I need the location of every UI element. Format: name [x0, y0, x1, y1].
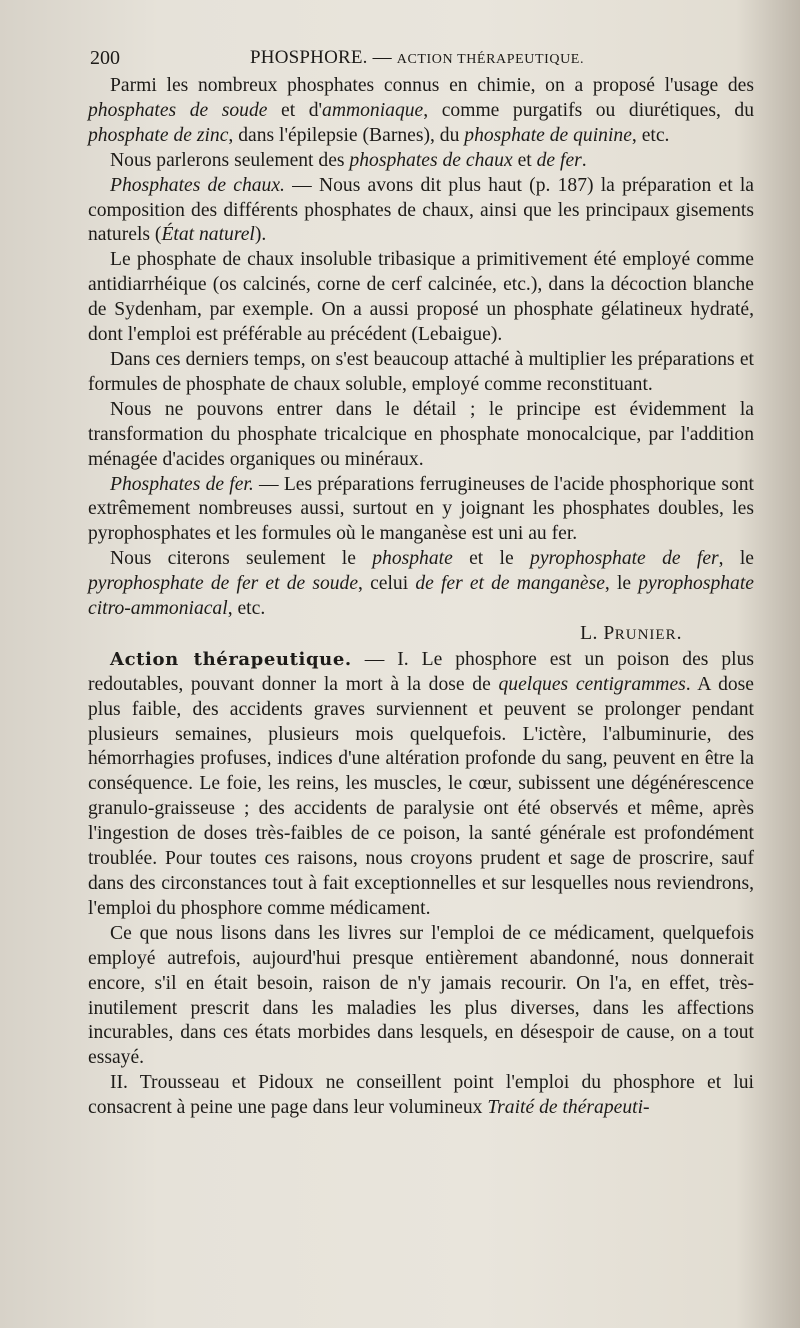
paragraph-tribasique: Le phosphate de chaux insoluble tribasique a primitivement été employé comme antidiarrhéique (os calcinés, corne de cerf calcinée, etc.), dans la décoction blanche de Sydenham, par exemple. On a aussi proposé un phosphate gélatineux hydraté, dont l'emploi est préférable au précédent (Lebaigue).: [88, 249, 754, 346]
running-title-main: PHOSPHORE.: [250, 47, 368, 68]
text: Nous citerons seulement le: [110, 548, 373, 570]
text-italic: quelques centigrammes: [498, 673, 686, 695]
text-italic: État naturel: [161, 224, 255, 246]
text: , comme purgatifs ou diurétiques, du: [423, 99, 754, 121]
text: , etc.: [227, 598, 266, 620]
text: — Nous avons dit plus haut (p. 187) la préparation et la composition des différents phosphates de chaux, ainsi que les principaux gisements naturels (: [88, 174, 754, 246]
author-signature: [88, 622, 754, 648]
paragraph-trousseau: [88, 1071, 754, 1121]
text-italic: Traité de thérapeuti-: [487, 1097, 650, 1119]
text: ).: [254, 224, 267, 246]
paragraph-phosphates-fer: [88, 473, 754, 548]
text: — Les préparations ferrugineuses de l'acide phosphorique sont extrêmement nombreuses aussi, surtout en y joignant les phosphates doubles, les pyrophosphates et les formules où le manganèse est uni au fer.: [88, 473, 754, 545]
text-italic: phosphate: [372, 548, 453, 570]
text-italic: de fer: [536, 149, 582, 171]
text: , dans l'épilepsie (Barnes), du: [228, 124, 465, 146]
text: et d': [267, 99, 323, 121]
text-italic: pyrophosphate citro-ammoniacal: [88, 573, 754, 620]
text: Parmi les nombreux phosphates connus en chimie, on a proposé l'usage des: [110, 75, 754, 96]
text: — I. Le phosphore est un poison des plus redoutables, pouvant donner la mort à la dose de: [88, 648, 754, 695]
page-text: [88, 44, 754, 1121]
paragraph-action-therapeutique: [88, 648, 754, 922]
paragraph-phosphates-intro: [88, 74, 754, 149]
paragraph-derniers-temps: Dans ces derniers temps, on s'est beaucoup attaché à multiplier les préparations et formules de phosphate de chaux soluble, employé comme reconstituant.: [88, 348, 754, 395]
subsection-title: Phosphates de fer.: [110, 473, 254, 495]
running-title-dash: —: [372, 47, 392, 68]
text-italic: de fer et de manganèse: [415, 573, 605, 595]
subsection-title: Phosphates de chaux.: [110, 174, 285, 196]
paragraph-citerons: [88, 547, 754, 622]
text: II. Trousseau et Pidoux ne conseillent point l'emploi du phosphore et lui consacrent à peine une page dans leur volumineux: [88, 1072, 754, 1119]
text: . A dose plus faible, des accidents graves surviennent et peuvent se prolonger pendant plusieurs semaines, plusieurs mois quelquefois. L'ictère, l'albuminurie, des hémorrhagies profuses, indices d'une altération profonde du sang, peuvent en être la conséquence. Le foie, les reins, les muscles, le cœur, subissent une dégénérescence granulo-graisseuse ; des accidents de paralysie ont été observés et même, après l'ingestion de doses très-faibles de ce poison, la santé générale est profondément troublée. Pour toutes ces raisons, nous croyons prudent et sage de proscrire, sauf dans des circonstances tout à fait exceptionnelles et sur lesquelles nous reviendrons, l'emploi du phosphore comme médicament.: [88, 673, 754, 919]
signature-end: .: [676, 622, 682, 644]
paragraph-principe: Nous ne pouvons entrer dans le détail ; le principe est évidemment la transformation du phosphate tricalcique en phosphate monocalcique, par l'addition ménagée d'acides organiques ou minéraux.: [88, 398, 754, 470]
paragraph-phosphates-chaux: [88, 174, 754, 249]
text: , etc.: [631, 124, 670, 146]
text: .: [581, 149, 587, 171]
running-title: [250, 44, 584, 74]
text: , celui: [358, 573, 416, 595]
text-italic: pyrophosphate de fer et de soude: [88, 573, 359, 595]
text-italic: phosphates de chaux: [349, 149, 513, 171]
text-italic: phosphate de quinine: [464, 124, 632, 146]
running-header: [88, 44, 754, 72]
text-italic: phosphate de zinc: [88, 124, 229, 146]
paragraph-scope: [88, 149, 754, 174]
text-italic: phosphates de soude: [88, 99, 268, 121]
signature-initial: L. P: [580, 622, 615, 644]
text-italic: ammoniaque: [322, 99, 424, 121]
text: , le: [718, 548, 754, 570]
running-title-sub: ACTION THÉRAPEUTIQUE.: [396, 52, 585, 67]
text: , le: [604, 573, 639, 595]
text: Nous parlerons seulement des: [110, 149, 350, 171]
text-italic: pyrophosphate de fer: [530, 548, 719, 570]
section-title: Action thérapeutique.: [110, 648, 352, 670]
text: et: [512, 149, 537, 171]
signature-name: RUNIER: [614, 626, 677, 643]
text: et le: [452, 548, 531, 570]
paragraph-livres: Ce que nous lisons dans les livres sur l'emploi de ce médicament, quelquefois employé autrefois, aujourd'hui presque entièrement abandonné, nous donnerait encore, s'il en était besoin, raison de n'y jamais recourir. On l'a, en effet, très-inutilement prescrit dans les maladies les plus diverses, dans les affections incurables, dans ces états morbides dans lesquels, en désespoir de cause, on a tout essayé.: [88, 922, 754, 1069]
page-number: 200: [90, 47, 120, 69]
